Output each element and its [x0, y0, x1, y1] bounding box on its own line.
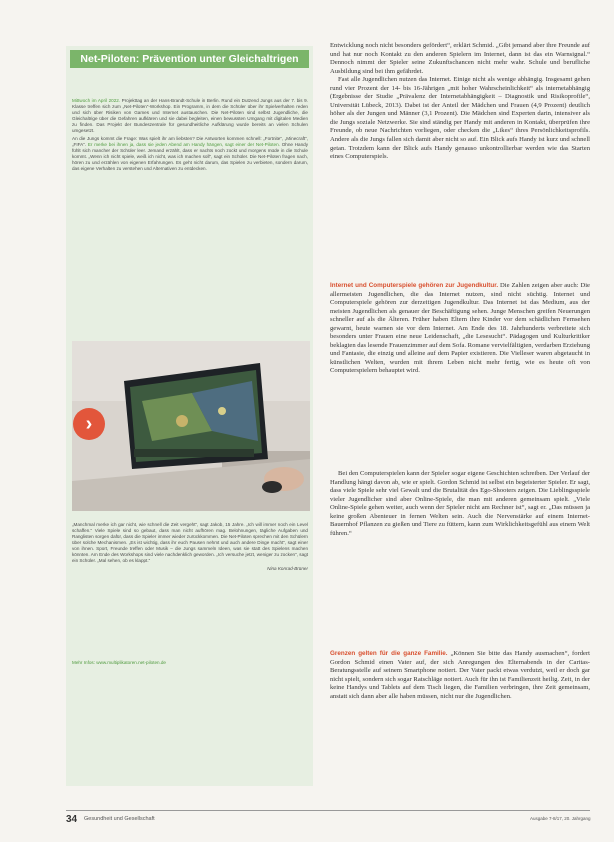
- article-section-jugendkultur: [330, 282, 590, 466]
- box-source-link[interactable]: Mehr Infos: www.multiplikatoren.net-piloten.de: [72, 660, 166, 665]
- box-text-span: An die Jungs kommt die Frage: Was spielt ihr am liebsten? Die Antworten kommen schnell: „Fortnite“, „Minecraft“, „FIFA“.: [72, 135, 308, 147]
- magazine-title: Gesundheit und Gesellschaft: [84, 816, 155, 822]
- article-paragraph: Entwicklung noch nicht besonders gefördert“, erklärt Schmid. „Gibt jemand aber ihre Freunde auf und hat nur noch Kontakt zu den anderen Spielern im Internet, dann ist das ein Warnsignal.“ Dennoch nimmt der Spieler seine Zukunftschancen nicht mehr wahr. Schule und berufliche Ausbildung sind bei ihm gefährdet.: [330, 42, 590, 75]
- box-paragraph: „Manchmal merke ich gar nicht, wie schnell die Zeit vergeht“, sagt Jakob, 15 Jahre. „Ich will immer noch ein Level schaffen.“ Viele Spiele sind so gebaut, dass man nicht aufhören mag. Belohnungen, tägliche Aufgaben und Ranglisten sorgen dafür, dass die Spieler immer wieder zurückkommen. Die Net-Piloten sprechen mit den Schülern über solche Mechanismen. „Es ist wichtig, dass ihr euch Pausen nehmt und auch andere Dinge macht“, sagt einer von ihnen. Sport, Freunde treffen oder Musik – die Jungs sammeln Ideen, was sie statt des Spielens machen könnten. Am Ende des Workshops sind viele nachdenklich geworden. „Ich versuche jetzt, weniger zu zocken“, sagt ein Schüler. „Mal sehen, ob es klappt.“: [72, 522, 308, 564]
- photo-illustration: [72, 341, 310, 511]
- box-lead: Mittwoch im April 2022.: [72, 98, 121, 103]
- article-paragraph: Bei den Computerspielen kann der Spieler sogar eigene Geschichten schreiben. Der Verlauf der Handlung hängt davon ab, wie er spielt. Gordon Schmid ist selbst ein begeisterter Spieler. Er sagt, dass viele Spiele sehr viel Gewalt und die Brutalität des Ego-Shooters zeigen. Die Lieblingsspiele vieler Jugendlicher sind aber Online-Spiele, die man mit anderen gemeinsam spielt. „Viele Online-Spiele gehen weiter, auch wenn der Spieler nicht am Rechner ist“, sagt er. „Das müssen ja keine großen Abenteuer in fernen Welten sein. Auch die Nervenstärke auf einem Internet-Bauernhof Pflanzen zu gießen und Tiere zu füttern, kann zum Wirklichkeitsgefühl aus einem Welt führen.“: [330, 470, 590, 537]
- article-column-part1: [330, 42, 590, 274]
- box-text-span: Ohne Handy fühlt sich mancher der Schüler leer. Jemand erzählt, dass er nachts noch zockt und morgens müde in die Schule kommt. „Wenn ich nicht spiele, weiß ich nicht, was ich machen soll“, sagt ein Schüler. Die Net-Piloten fragen nach, hören zu und erzählen von eigenen Erfahrungen. Es geht nicht darum, das Spielen zu verbieten, sondern darum, das eigene Verhalten zu verstehen und Alternativen zu entdecken.: [72, 141, 308, 172]
- article-paragraph: Fast alle Jugendlichen nutzen das Internet. Einige nicht als wenige abhängig. Insgesamt gehen rund vier Prozent der 14- bis 16-Jährigen „mit hoher Wahrscheinlichkeit“ als internetabhängig (Ergebnisse der Studie „Prävalenz der Internetabhängigkeit – Diagnostik und Risikoprofile“, Universität Lübeck, 2013). Dabei ist der Anteil der Mädchen und Frauen (4,9 Prozent) deutlich höher als der Jungen und Männer (3,1 Prozent). Die Mädchen sind Experten darin, intensiver als die Jungs soziale Netzwerke. Sie sind ständig per Handy mit anderen in Kontakt, überprüfen ihre Freunde, ob neue Nachrichten vorliegen, oder checken die „Likes“ ihres Persönlichkeitsprofils. Andere als die Jungs fallen sich damit aber nicht so auf. Ein Blick aufs Handy ist kurz und schnell getan. Trotzdem kann der Blick aufs Handy genauso unkontrollierbar werden wie das Starten eines Computerspiels.: [330, 76, 590, 161]
- box-paragraph: [72, 98, 308, 134]
- chevron-right-icon: ›: [73, 408, 105, 440]
- box-text-bottom: [72, 522, 308, 662]
- article-paragraph: [330, 282, 590, 376]
- section-body: Die Zahlen zeigen aber auch: Die allermeisten Jugendlichen, die das Internet nutzen, sind nicht süchtig. Internet und Computerspiele gehören zur derzeitigen Jugendkultur. Das Internet ist das Medium, aus der meisten Jugendlichen als genauer der Beschäftigung sehen. Junge Menschen greifen Neuerungen schneller auf als die Älteren. Früher haben Eltern ihre Kinder vor dem schädlichen Fernsehen gewarnt, heute warnen sie vor dem Internet. Am Ende des 18. Jahrhunderts verbreitete sich besonders unter Frauen eine neue Leidenschaft, „die Lesesucht“. Pädagogen und Kulturkritiker beklagten das lesende Frauenzimmer auf dem Sofa. Romane vervielfältigten, verdarben Erziehung und Fantasie, die einzig und alleine auf dem Papier existieren. Die Vielleser waren abgetaucht in künstlichen Welten, wurden mit ihrem Leben nicht mehr fertig, wie es heute oft von Computerspielern behauptet wird.: [330, 282, 590, 375]
- section-heading: Grenzen gelten für die ganze Familie.: [330, 650, 448, 657]
- page-number: 34: [66, 814, 78, 825]
- article-column-part3: [330, 470, 590, 648]
- section-heading: Internet und Computerspiele gehören zur Jugendkultur.: [330, 282, 499, 289]
- box-signature: Nina Konrad-Brüner: [267, 565, 308, 571]
- issue-info: Ausgabe 7-8/17, 20. Jahrgang: [530, 816, 591, 821]
- box-text-top: [72, 98, 308, 338]
- box-paragraph: [72, 136, 308, 172]
- article-section-familie: [330, 650, 590, 786]
- footer-rule: [66, 810, 590, 811]
- box-title: Net-Piloten: Prävention unter Gleichaltrigen: [70, 50, 309, 68]
- article-paragraph: [330, 650, 590, 701]
- box-intro: Projekttag an der Hans-Brandt-Schule in Berlin. Rund ein Dutzend Jungs aus der 7. bis 9. Klasse treffen sich zum „Net-Piloten“-Workshop. Ein Programm, in dem die Schüler über ihr Spielverhalten reden und sich über Risiken von Games und Internet austauschen. Die Net-Piloten sind selbst Jugendliche, die Gleichaltrige über die Gefahren aufklären und sie dabei begleiten, einen bewussten Umgang mit digitalen Medien zu finden. Das Projekt der Bundeszentrale für gesundheitliche Aufklärung wurde bereits an vielen Schulen umgesetzt.: [72, 98, 308, 134]
- box-highlight: Er merke bei ihnen ja, dass sie jeden Abend am Handy hängen, sagt einer der Net-Piloten.: [87, 141, 280, 147]
- gaming-photo: [72, 341, 310, 511]
- section-body: „Können Sie bitte das Handy ausmachen“, fordert Gordon Schmid einen Vater auf, der sich Anregungen des Elternabends in der Caritas-Beratungsstelle auf seinem Smartphone notiert. Der Vater packt etwas verdutzt, weil er doch gar nicht spielt, sondern sich sogar Ratschläge notiert. Auch für ihn ist Familienzeit heilig. Zeit, in der keine Handys und Tablets auf dem Tisch liegen, die Familien verbringen, ihre Zeit gemeinsam, anstatt sich dann aber alle haben müssen, nicht nur die Jugendlichen.: [330, 650, 590, 700]
